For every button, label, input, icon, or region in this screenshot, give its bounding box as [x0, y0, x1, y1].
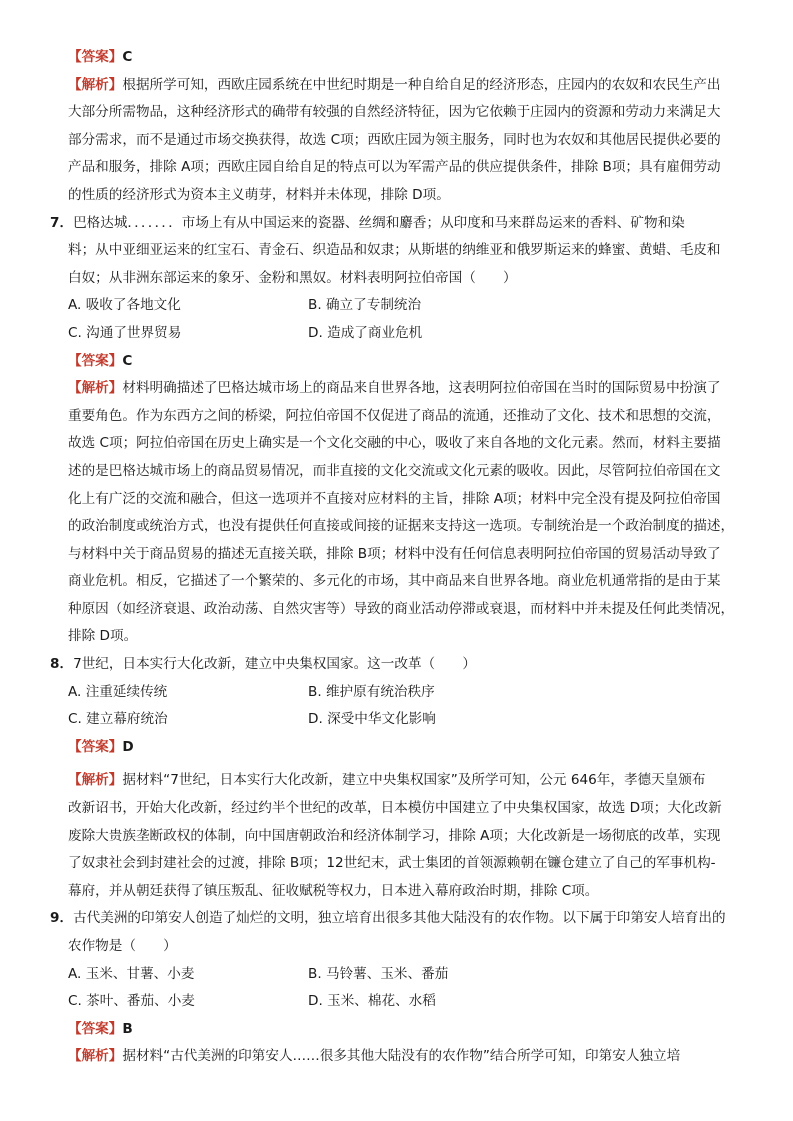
q6-block — [0, 44, 793, 210]
q6-analysis-line-3: 部分需求，而不是通过市场交换获得，故选 C项；西欧庄园为领主服务，同时也为农奴和其他居民提供必要的 — [68, 131, 721, 148]
q9-options-row-1 — [0, 961, 793, 989]
q9-stem-text: 古代美洲的印第安人创造了灿烂的文明，独立培育出很多其他大陆没有的农作物。以下属于印第安人培育出的 — [73, 910, 726, 927]
q8-analysis-line-1 — [0, 767, 793, 795]
q6-analysis-line-1 — [0, 72, 793, 100]
q8-block — [0, 651, 793, 905]
q9-answer-line — [0, 1016, 793, 1044]
q7-analysis-line-7: 与材料中关于商品贸易的描述无直接关联，排除 B项；材料中没有任何信息表明阿拉伯帝国的贸易活动导致了 — [68, 545, 721, 562]
q7-stem-text: 巴格达城．．．．．．．市场上有从中国运来的瓷器、丝绸和麝香；从印度和马来群岛运来的香料、矿物和染 — [73, 214, 685, 231]
q8-option-b: B. 维护原有统治秩序 — [308, 683, 435, 700]
answer-tag: 【答案】 — [68, 352, 123, 369]
answer-tag: 【答案】 — [68, 1020, 123, 1037]
q7-options-row-1 — [0, 292, 793, 320]
q7-option-a: A. 吸收了各地文化 — [68, 297, 181, 314]
q8-analysis-line-5: 幕府，并从朝廷获得了镇压叛乱、征收赋税等权力，日本进入幕府政治时期，排除 C项。 — [68, 882, 599, 899]
q8-options-row-2 — [0, 706, 793, 734]
document-content — [0, 44, 793, 1071]
q9-block — [0, 905, 793, 1071]
q7-option-d: D. 造成了商业危机 — [308, 324, 423, 341]
q7-analysis-line-1 — [0, 375, 793, 403]
q8-number: 8． — [50, 656, 74, 673]
q8-answer-line — [0, 734, 793, 762]
analysis-tag: 【解析】 — [68, 76, 123, 93]
q9-option-d: D. 玉米、棉花、水稻 — [308, 993, 436, 1010]
answer-tag: 【答案】 — [68, 49, 123, 65]
q7-analysis-line-8: 商业危机。相反，它描述了一个繁荣的、多元化的市场，其中商品来自世界各地。商业危机通常指的是由于某 — [68, 573, 721, 590]
q7-analysis-line-3: 故选 C项；阿拉伯帝国在历史上确实是一个文化交融的中心，吸收了来自各地的文化元素。然而，材料主要描 — [68, 435, 721, 452]
q7-block — [0, 210, 793, 652]
q8-analysis-text: 据材料“7世纪，日本实行大化改新，建立中央集权国家”及所学可知，公元 646年，孝德天皇颁布 — [122, 772, 706, 789]
q9-option-c: C. 茶叶、番茄、小麦 — [68, 993, 195, 1010]
analysis-tag: 【解析】 — [68, 380, 123, 397]
q7-number: 7． — [50, 214, 74, 231]
q6-analysis-line-5: 的性质的经济形式为资本主义萌芽，材料并未体现，排除 D项。 — [68, 186, 450, 203]
q8-option-c: C. 建立幕府统治 — [68, 711, 168, 728]
q9-analysis-text: 据材料“古代美洲的印第安人……很多其他大陆没有的农作物”结合所学可知，印第安人独立培 — [122, 1048, 681, 1065]
q7-stem-line-3: 白奴；从非洲东部运来的象牙、金粉和黑奴。材料表明阿拉伯帝国（ ） — [68, 269, 517, 286]
q8-analysis-line-3: 废除大贵族垄断政权的体制，向中国唐朝政治和经济体制学习，排除 A项；大化改新是一场彻底的改革，实现 — [68, 827, 721, 844]
q8-answer: D — [122, 738, 134, 755]
q6-analysis-line-2: 大部分所需物品，这种经济形式的确带有较强的自然经济特征，因为它依赖于庄园内的资源和劳动力来满足大 — [68, 104, 721, 121]
q9-options-row-2 — [0, 988, 793, 1016]
q7-options-row-2 — [0, 320, 793, 348]
q7-answer: C — [122, 352, 133, 369]
q6-answer: C — [122, 49, 133, 65]
q9-option-a: A. 玉米、甘薯、小麦 — [68, 965, 195, 982]
q7-analysis-line-10: 排除 D项。 — [68, 628, 138, 645]
q9-stem-line-2: 农作物是（ ） — [68, 938, 177, 954]
q7-stem-line-1 — [0, 210, 793, 238]
q7-option-c: C. 沟通了世界贸易 — [68, 324, 182, 341]
q6-answer-line — [0, 44, 793, 72]
q9-option-b: B. 马铃薯、玉米、番茄 — [308, 965, 449, 982]
q8-stem-text: 7世纪，日本实行大化改新，建立中央集权国家。这一改革（ ） — [73, 656, 476, 673]
q6-analysis-line-4: 产品和服务，排除 A项；西欧庄园自给自足的特点可以为军需产品的供应提供条件，排除 B项；具有雇佣劳动 — [68, 159, 721, 176]
q8-options-row-1 — [0, 679, 793, 707]
q7-analysis-text: 材料明确描述了巴格达城市场上的商品来自世界各地，这表明阿拉伯帝国在当时的国际贸易中扮演了 — [122, 380, 721, 397]
q7-option-b: B. 确立了专制统治 — [308, 297, 422, 314]
q7-analysis-line-2: 重要角色。作为东西方之间的桥梁，阿拉伯帝国不仅促进了商品的流通，还推动了文化、技术和思想的交流， — [68, 407, 721, 424]
answer-tag: 【答案】 — [68, 738, 123, 755]
analysis-tag: 【解析】 — [68, 772, 123, 789]
q7-analysis-line-9: 种原因（如经济衰退、政治动荡、自然灾害等）导致的商业活动停滞或衰退，而材料中并未提及任何此类情况， — [68, 600, 735, 617]
q8-stem-line-1 — [0, 651, 793, 679]
q8-option-d: D. 深受中华文化影响 — [308, 711, 436, 728]
q7-stem-line-2: 料；从中亚细亚运来的红宝石、青金石、织造品和奴隶；从斯堪的纳维亚和俄罗斯运来的蜂蜜、黄蜡、毛皮和 — [68, 242, 721, 259]
analysis-tag: 【解析】 — [68, 1048, 123, 1065]
q7-analysis-line-4: 述的是巴格达城市场上的商品贸易情况，而非直接的文化交流或文化元素的吸收。因此，尽管阿拉伯帝国在文 — [68, 462, 721, 479]
q9-stem-line-1 — [0, 905, 793, 933]
q7-analysis-line-6: 的政治制度或统治方式，也没有提供任何直接或间接的证据来支持这一选项。专制统治是一个政治制度的描述， — [68, 518, 735, 535]
q8-option-a: A. 注重延续传统 — [68, 683, 168, 700]
q9-number: 9． — [50, 910, 74, 927]
q6-analysis-text: 根据所学可知，西欧庄园系统在中世纪时期是一种自给自足的经济形态，庄园内的农奴和农民生产出 — [122, 76, 721, 93]
q7-answer-line — [0, 348, 793, 376]
q8-analysis-line-2: 改新诏书，开始大化改新，经过约半个世纪的改革，日本模仿中国建立了中央集权国家，故选 D项；大化改新 — [68, 800, 722, 817]
q9-answer: B — [122, 1020, 133, 1037]
q8-analysis-line-4: 了奴隶社会到封建社会的过渡，排除 B项；12世纪末，武士集团的首领源赖朝在镰仓建立了自己的军事机构- — [68, 855, 716, 872]
q7-analysis-line-5: 化上有广泛的交流和融合，但这一选项并不直接对应材料的主旨，排除 A项；材料中完全没有提及阿拉伯帝国 — [68, 490, 721, 507]
q9-analysis-line-1 — [0, 1043, 793, 1071]
